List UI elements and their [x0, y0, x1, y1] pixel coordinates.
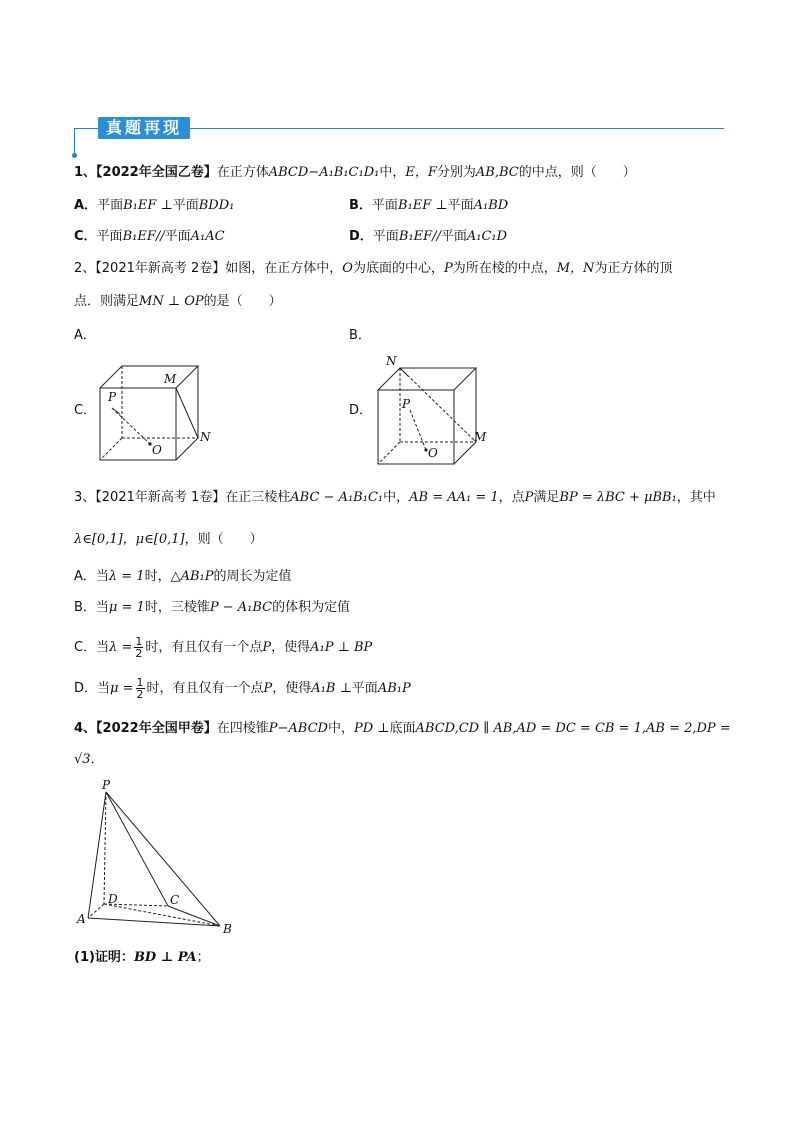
fig-d-label-m: M [474, 430, 487, 444]
q4-part-label: (1)证明： [74, 950, 134, 965]
fig-label-c: C [170, 893, 180, 907]
option-text: 时，三棱锥 [144, 600, 210, 615]
fraction-numerator: 1 [136, 676, 144, 689]
option-math: A₁P ⊥ BP [310, 640, 373, 655]
option-text: 的体积为定值 [272, 600, 351, 615]
fraction-numerator: 1 [135, 635, 143, 648]
section-header [74, 115, 724, 157]
fig-d-label-n: N [386, 354, 397, 368]
header-dot [72, 153, 77, 158]
header-left-rule [74, 128, 75, 156]
q1-option-c[interactable] [74, 228, 225, 246]
q1-text: 的中点，则（ ） [518, 165, 636, 180]
q3-option-d[interactable] [74, 677, 411, 700]
option-math: P [263, 681, 273, 696]
option-text: 的周长为定值 [213, 569, 292, 584]
q2-text: 如图，在正方体中， [225, 261, 343, 276]
option-text: ，使得 [271, 640, 311, 655]
q1-math: ABCD−A₁B₁C₁D₁ [268, 165, 380, 180]
q1-source: 【2022年全国乙卷】 [96, 165, 217, 180]
option-text: C．当 [74, 640, 110, 655]
q2-math: M，N [556, 261, 595, 276]
q2-text: 的是（ ） [203, 294, 282, 309]
segment-mn [400, 368, 408, 376]
q4-text: 底面 [389, 721, 416, 736]
option-text: 时， [144, 569, 171, 584]
fig-d-label-p: P [402, 397, 411, 411]
option-label: B． [349, 198, 372, 213]
q1-option-b[interactable] [349, 197, 508, 215]
q4-text: 在四棱锥 [216, 721, 269, 736]
edge-pc [106, 792, 168, 906]
q4-math: PD ⊥ [353, 721, 390, 736]
q1-text: 中， [379, 165, 406, 180]
option-math: B₁EF ⊥ [397, 198, 448, 213]
q2-option-a[interactable]: A． [74, 328, 96, 343]
q3-stem [74, 489, 716, 507]
option-text: D．当 [74, 681, 111, 696]
q2-text: 为正方体的顶 [594, 261, 673, 276]
option-math: A₁BD [473, 198, 509, 213]
option-math: BDD₁ [198, 198, 235, 213]
q2-source: 【2021年新高考 2卷】 [95, 261, 226, 276]
option-math: B₁EF ⊥ [123, 198, 173, 213]
fig-label-a: A [77, 912, 86, 926]
q4-text: 中， [327, 721, 354, 736]
option-math: B₁EF// [398, 229, 441, 244]
option-math: P − A₁BC [209, 600, 273, 615]
q4-number: 4、 [74, 721, 97, 736]
q2-math: P [443, 261, 453, 276]
q1-stem [74, 164, 636, 182]
segment-mn [176, 388, 198, 438]
q1-option-d[interactable] [349, 228, 507, 246]
q3-option-a[interactable] [74, 568, 292, 586]
q4-text: ． [90, 752, 104, 767]
q4-text: ； [196, 950, 210, 965]
edge-pa [88, 792, 106, 918]
q2-option-d[interactable]: D． [349, 403, 373, 418]
option-text: B．当 [74, 600, 109, 615]
option-label: C． [74, 229, 97, 244]
q3-option-b[interactable] [74, 599, 350, 617]
option-math: A₁B ⊥ [311, 681, 352, 696]
option-text: A．当 [74, 569, 109, 584]
option-text: 时，有且仅有一个点 [146, 681, 264, 696]
option-label: D． [349, 229, 373, 244]
q3-text: 中， [383, 490, 410, 505]
fig-d-label-o: O [428, 446, 438, 460]
q2-stem [74, 260, 672, 278]
option-text: 平面 [371, 198, 398, 213]
cube-right-edges [454, 368, 476, 464]
q1-math: E，F [405, 165, 437, 180]
cube-top-edges [378, 368, 476, 390]
option-math: μ = 1 [108, 600, 145, 615]
q3-text: ，其中 [676, 490, 716, 505]
option-text: ，使得 [272, 681, 312, 696]
q3-math: ABC − A₁B₁C₁ [290, 490, 384, 505]
option-math: △AB₁P [170, 569, 214, 584]
option-text: 平面 [97, 198, 124, 213]
fig-label-b: B [223, 922, 232, 936]
option-math: μ = [110, 681, 134, 696]
option-math: λ = [109, 640, 133, 655]
q3-text: 在正三棱柱 [225, 490, 291, 505]
q3-source: 【2021年新高考 1卷】 [95, 490, 226, 505]
fig-c-label-m: M [164, 372, 177, 386]
option-text: 平面 [96, 229, 123, 244]
q3-math: P [524, 490, 534, 505]
fraction [136, 677, 145, 700]
q2-option-b[interactable]: B． [349, 328, 371, 343]
fraction-denominator: 2 [136, 688, 144, 701]
option-text: 平面 [164, 229, 191, 244]
q1-option-a[interactable] [74, 197, 234, 215]
option-math: A₁AC [190, 229, 225, 244]
q2-option-c[interactable]: C． [74, 403, 97, 418]
option-math: B₁EF// [122, 229, 165, 244]
fig-c-label-n: N [200, 430, 211, 444]
q2-stem-line2 [74, 293, 282, 311]
cube-top-edges [100, 366, 198, 388]
option-text: 时，有且仅有一个点 [145, 640, 263, 655]
q3-option-c[interactable] [74, 636, 372, 659]
option-math: A₁C₁D [466, 229, 508, 244]
q2-math: O [342, 261, 353, 276]
q4-part-1 [74, 949, 210, 967]
q2-text: 为所在棱的中点， [452, 261, 557, 276]
q4-stem-line2 [74, 751, 104, 769]
q3-text: ，则（ ） [184, 532, 263, 547]
option-math: AB₁P [377, 681, 411, 696]
q4-math: BD ⊥ PA [133, 950, 197, 965]
q3-stem-line2 [74, 531, 263, 549]
fraction-denominator: 2 [135, 647, 143, 660]
q2-math: MN ⊥ OP [139, 294, 204, 309]
q4-math: ABCD,CD ∥ AB,AD = DC = CB = 1,AB = 2,DP = [415, 721, 731, 736]
fig-label-p: P [102, 778, 111, 792]
q4-math: √3 [74, 752, 91, 767]
q3-text: ，点 [498, 490, 525, 505]
option-text: 平面 [440, 229, 467, 244]
fig-label-d: D [108, 892, 118, 906]
fraction [134, 636, 143, 659]
option-text: 平面 [447, 198, 474, 213]
edge-pb [106, 792, 220, 926]
option-label: A． [74, 198, 98, 213]
q4-source: 【2022年全国甲卷】 [96, 721, 217, 736]
option-text: 平面 [172, 198, 199, 213]
q1-text: 在正方体 [216, 165, 269, 180]
q3-text: 满足 [533, 490, 560, 505]
q4-math: P−ABCD [268, 721, 328, 736]
fig-c-label-o: O [152, 443, 162, 457]
q3-vector-math: BP = λBC + μBB₁ [559, 490, 677, 505]
q3-number: 3、 [74, 490, 96, 505]
q2-text: 为底面的中心， [352, 261, 444, 276]
q1-number: 1、 [74, 165, 97, 180]
option-math: P [262, 640, 272, 655]
q4-figure-pyramid [84, 784, 244, 934]
q2-number: 2、 [74, 261, 96, 276]
q3-math: AB = AA₁ = 1 [409, 490, 499, 505]
q4-stem [74, 720, 731, 738]
fig-c-label-p: P [108, 390, 117, 404]
q2-text: 点．则满足 [74, 294, 140, 309]
q1-math: AB,BC [475, 165, 519, 180]
q1-text: 分别为 [436, 165, 476, 180]
option-math: λ = 1 [108, 569, 145, 584]
q3-math: λ∈[0,1]，μ∈[0,1] [74, 532, 185, 547]
option-text: 平面 [372, 229, 399, 244]
option-text: 平面 [351, 681, 378, 696]
section-title: 真题再现 [98, 117, 190, 139]
